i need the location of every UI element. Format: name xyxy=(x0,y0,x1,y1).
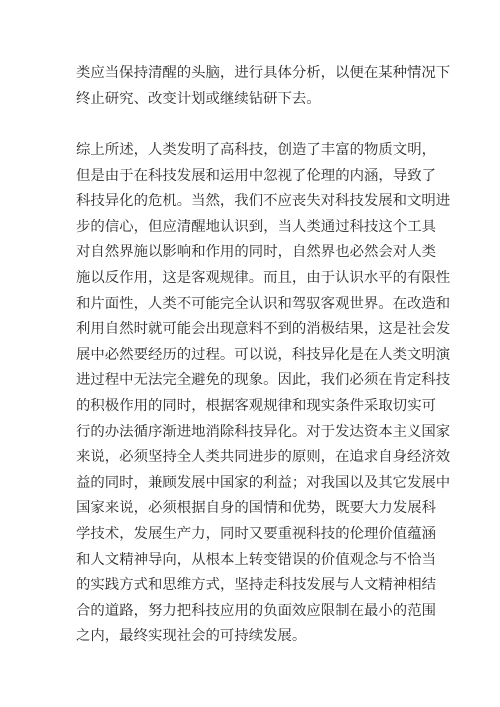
text-line: 的实践方式和思维方式，坚持走科技发展与人文精神相结 xyxy=(76,577,436,594)
text-line: 利用自然时就可能会出现意料不到的消极结果，这是社会发 xyxy=(76,321,451,338)
text-line: 的积极作用的同时，根据客观规律和现实条件采取切实可 xyxy=(76,397,436,414)
text-line: 科技异化的危机。当然，我们不应丧失对科技发展和文明进 xyxy=(76,193,451,210)
text-line: 终止研究、改变计划或继续钻研下去。 xyxy=(76,90,321,107)
text-line: 综上所述，人类发明了高科技，创造了丰富的物质文明， xyxy=(76,142,436,158)
paragraph-conclusion xyxy=(76,138,451,650)
text-line: 类应当保持清醒的头脑，进行具体分析，以便在某种情况下 xyxy=(76,65,451,81)
paragraph-continuation xyxy=(76,61,451,112)
text-line: 进过程中无法完全避免的现象。因此，我们必须在肯定科技 xyxy=(76,372,451,389)
text-line: 步的信心，但应清醒地认识到，当人类通过科技这个工具 xyxy=(76,218,436,235)
text-line: 来说，必须坚持全人类共同进步的原则，在追求自身经济效 xyxy=(76,449,451,466)
text-line: 益的同时，兼顾发展中国家的利益；对我国以及其它发展中 xyxy=(76,474,451,491)
text-line: 施以反作用，这是客观规律。而且，由于认识水平的有限性 xyxy=(76,269,451,286)
text-line: 和人文精神导向，从根本上转变错误的价值观念与不恰当 xyxy=(76,551,436,568)
text-line: 之内，最终实现社会的可持续发展。 xyxy=(76,628,307,645)
text-line: 国家来说，必须根据自身的国情和优势，既要大力发展科 xyxy=(76,500,436,517)
text-line: 但是由于在科技发展和运用中忽视了伦理的内涵，导致了 xyxy=(76,167,436,184)
text-line: 和片面性，人类不可能完全认识和驾驭客观世界。在改造和 xyxy=(76,295,451,312)
text-line: 合的道路，努力把科技应用的负面效应限制在最小的范围 xyxy=(76,602,436,619)
text-line: 学技术，发展生产力，同时又要重视科技的伦理价值蕴涵 xyxy=(76,525,436,542)
text-line: 展中必然要经历的过程。可以说，科技异化是在人类文明演 xyxy=(76,346,451,363)
text-line: 对自然界施以影响和作用的同时，自然界也必然会对人类 xyxy=(76,244,436,261)
text-line: 行的办法循序渐进地消除科技异化。对于发达资本主义国家 xyxy=(76,423,451,440)
